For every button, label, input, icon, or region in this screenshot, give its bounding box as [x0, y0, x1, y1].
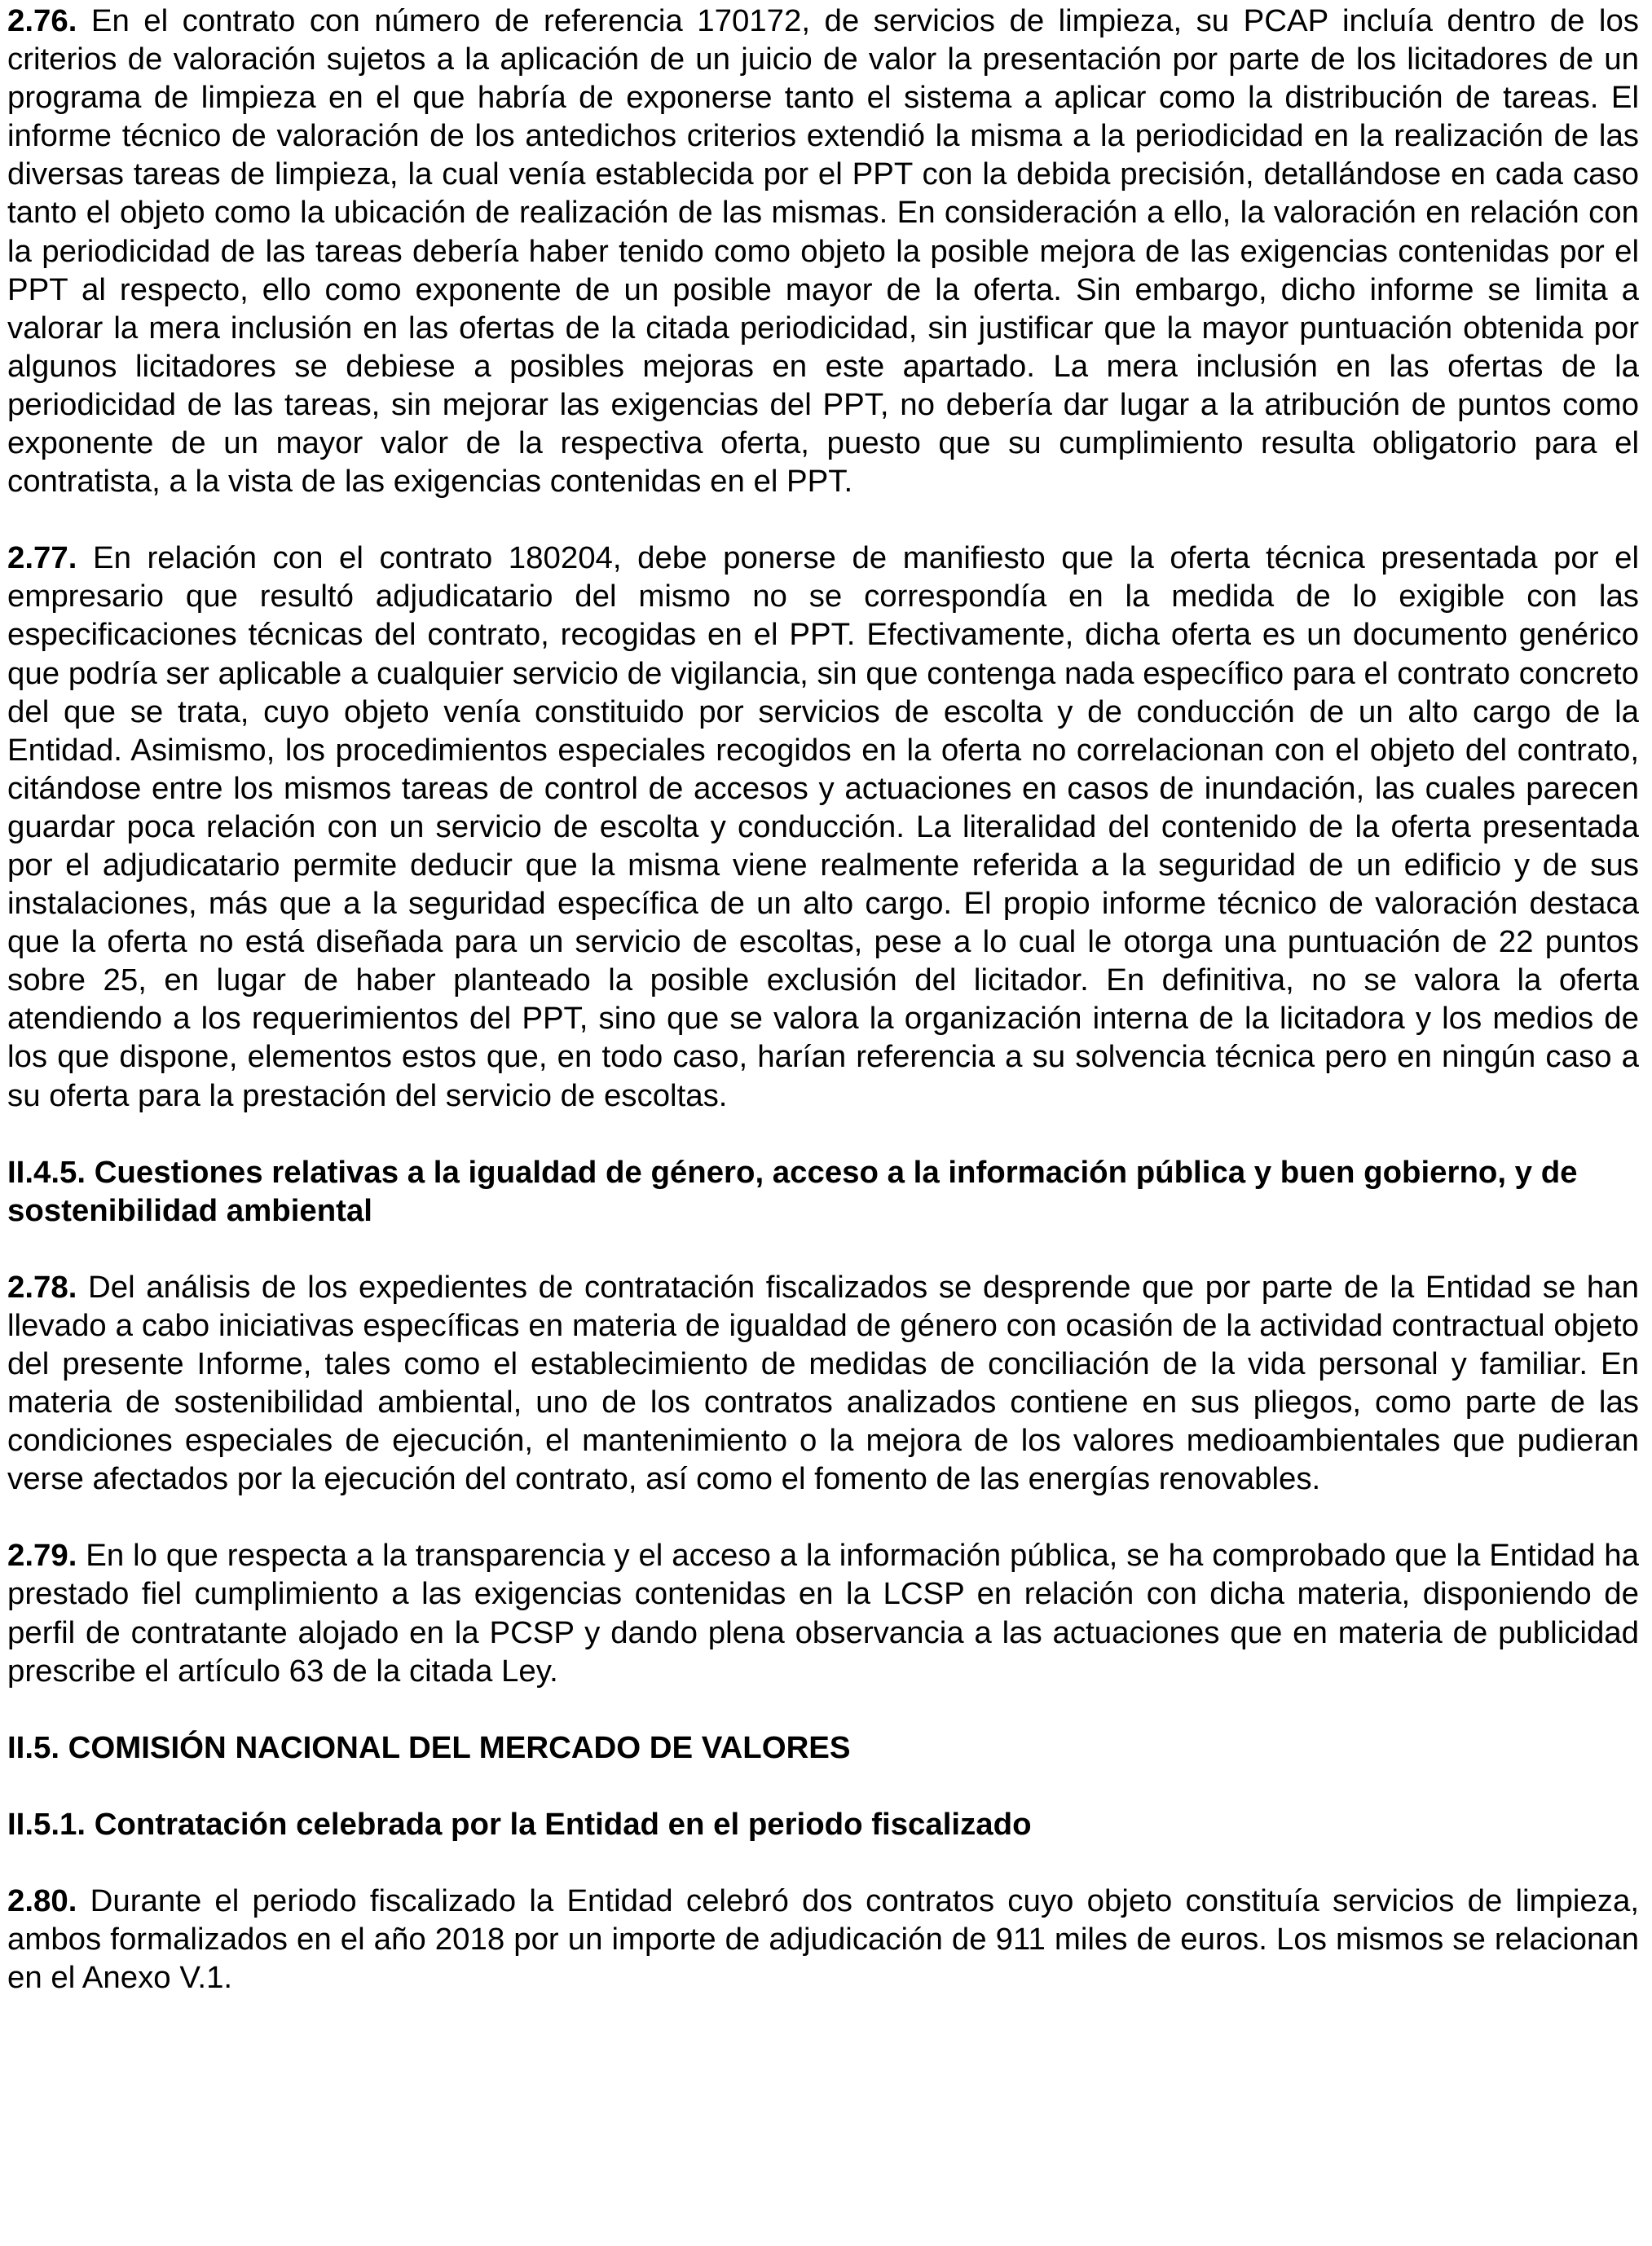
paragraph-number: 2.77. [7, 540, 77, 576]
paragraph-2-78 [7, 1268, 1639, 1499]
paragraph-text: En relación con el contrato 180204, debe ponerse de manifiesto que la oferta técnica presentada por el empresario que resultó adjudicatario del mismo no se correspondía en la medida de lo exigible con las especificaciones técnicas del contrato, recogidas en el PPT. Efectivamente, dicha oferta es un documento genérico que podría ser aplicable a cualquier servicio de vigilancia, sin que contenga nada específico para el contrato concreto del que se trata, cuyo objeto venía constituido por servicios de escolta y de conducción de un alto cargo de la Entidad. Asimismo, los procedimientos especiales recogidos en la oferta no correlacionan con el objeto del contrato, citándose entre los mismos tareas de control de accesos y actuaciones en casos de inundación, las cuales parecen guardar poca relación con un servicio de escolta y conducción. La literalidad del contenido de la oferta presentada por el adjudicatario permite deducir que la misma viene realmente referida a la seguridad de un edificio y de sus instalaciones, más que a la seguridad específica de un alto cargo. El propio informe técnico de valoración destaca que la oferta no está diseñada para un servicio de escoltas, pese a lo cual le otorga una puntuación de 22 puntos sobre 25, en lugar de haber planteado la posible exclusión del licitador. En definitiva, no se valora la oferta atendiendo a los requerimientos del PPT, sino que se valora la organización interna de la licitadora y los medios de los que dispone, elementos estos que, en todo caso, harían referencia a su solvencia técnica pero en ningún caso a su oferta para la prestación del servicio de escoltas. [7, 540, 1639, 1113]
paragraph-text: Del análisis de los expedientes de contratación fiscalizados se desprende que por parte de la Entidad se han llevado a cabo iniciativas específicas en materia de igualdad de género con ocasión de la actividad contractual objeto del presente Informe, tales como el establecimiento de medidas de conciliación de la vida personal y familiar. En materia de sostenibilidad ambiental, uno de los contratos analizados contiene en sus pliegos, como parte de las condiciones especiales de ejecución, el mantenimiento o la mejora de los valores medioambientales que pudieran verse afectados por la ejecución del contrato, así como el fomento de las energías renovables. [7, 1269, 1639, 1497]
section-heading-ii-5-1: II.5.1. Contratación celebrada por la Entidad en el periodo fiscalizado [7, 1806, 1032, 1842]
document-page [7, 2, 1639, 1997]
paragraph-number: 2.79. [7, 1538, 77, 1574]
section-heading-ii-5: II.5. COMISIÓN NACIONAL DEL MERCADO DE VALORES [7, 1729, 851, 1765]
section-heading-ii-4-5: II.4.5. Cuestiones relativas a la igualdad de género, acceso a la información pública y buen gobierno, y de sostenibilidad ambiental [7, 1154, 1578, 1228]
paragraph-2-77 [7, 539, 1639, 1114]
paragraph-number: 2.80. [7, 1883, 77, 1918]
paragraph-2-80 [7, 1882, 1639, 1997]
paragraph-number: 2.76. [7, 3, 77, 38]
paragraph-2-76 [7, 2, 1639, 500]
paragraph-2-79 [7, 1536, 1639, 1689]
paragraph-text: Durante el periodo fiscalizado la Entidad celebró dos contratos cuyo objeto constituía servicios de limpieza, ambos formalizados en el año 2018 por un importe de adjudicación de 911 miles de euros. Los mismos se relacionan en el Anexo V.1. [7, 1883, 1639, 1996]
paragraph-number: 2.78. [7, 1269, 77, 1305]
paragraph-text: En el contrato con número de referencia 170172, de servicios de limpieza, su PCAP incluía dentro de los criterios de valoración sujetos a la aplicación de un juicio de valor la presentación por parte de los licitadores de un programa de limpieza en el que habría de exponerse tanto el sistema a aplicar como la distribución de tareas. El informe técnico de valoración de los antedichos criterios extendió la misma a la periodicidad en la realización de las diversas tareas de limpieza, la cual venía establecida por el PPT con la debida precisión, detallándose en cada caso tanto el objeto como la ubicación de realización de las mismas. En consideración a ello, la valoración en relación con la periodicidad de las tareas debería haber tenido como objeto la posible mejora de las exigencias contenidas por el PPT al respecto, ello como exponente de un posible mayor de la oferta. Sin embargo, dicho informe se limita a valorar la mera inclusión en las ofertas de la citada periodicidad, sin justificar que la mayor puntuación obtenida por algunos licitadores se debiese a posibles mejoras en este apartado. La mera inclusión en las ofertas de la periodicidad de las tareas, sin mejorar las exigencias del PPT, no debería dar lugar a la atribución de puntos como exponente de un mayor valor de la respectiva oferta, puesto que su cumplimiento resulta obligatorio para el contratista, a la vista de las exigencias contenidas en el PPT. [7, 3, 1639, 500]
paragraph-text: En lo que respecta a la transparencia y el acceso a la información pública, se ha comprobado que la Entidad ha prestado fiel cumplimiento a las exigencias contenidas en la LCSP en relación con dicha materia, disponiendo de perfil de contratante alojado en la PCSP y dando plena observancia a las actuaciones que en materia de publicidad prescribe el artículo 63 de la citada Ley. [7, 1538, 1639, 1689]
